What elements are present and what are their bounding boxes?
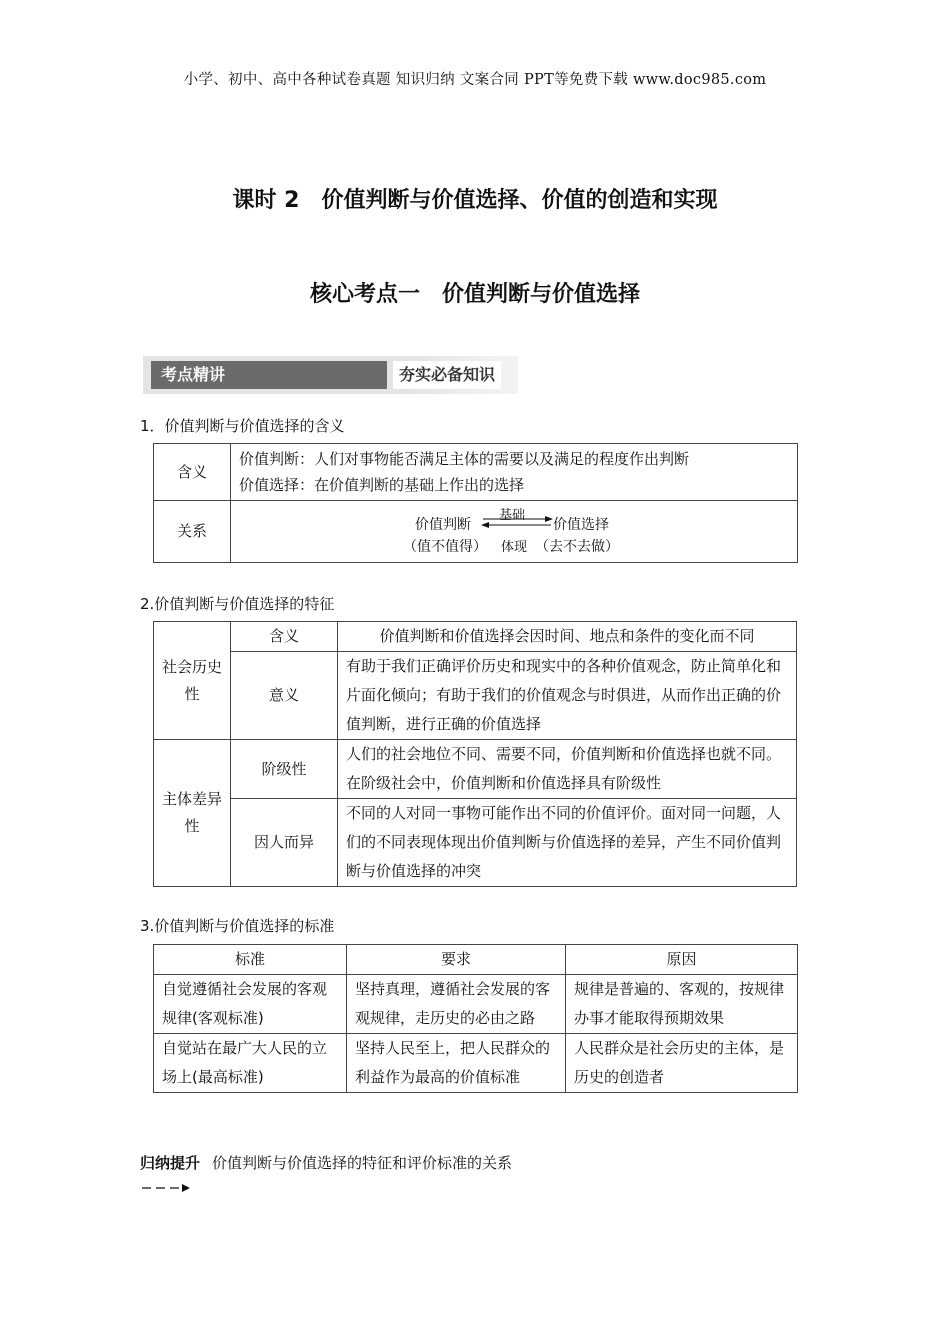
diagram-bottom-label: 体现 xyxy=(501,539,528,555)
section-banner xyxy=(143,356,518,394)
table-cell: 坚持人民至上，把人民群众的利益作为最高的价值标准 xyxy=(347,1034,566,1093)
meaning-table xyxy=(153,443,798,563)
table-cell: 坚持真理，遵循社会发展的客观规律，走历史的必由之路 xyxy=(347,975,566,1034)
section-subtitle: 核心考点一 价值判断与价值选择 xyxy=(309,282,640,307)
banner-tag: 考点精讲 xyxy=(151,361,387,389)
page-title: 课时 2 价值判断与价值选择、价值的创造和实现 xyxy=(232,188,718,213)
col-header-standard: 标准 xyxy=(154,945,347,975)
banner-subtitle: 夯实必备知识 xyxy=(393,361,501,389)
diagram-right: 价值选择 xyxy=(553,516,609,533)
col-header-requirement: 要求 xyxy=(347,945,566,975)
table-cell: 自觉遵循社会发展的客观规律(客观标准) xyxy=(154,975,347,1034)
page-header: 小学、初中、高中各种试卷真题 知识归纳 文案合同 PPT等免费下载 www.doc985.com xyxy=(183,72,767,88)
g1-meaning-label: 含义 xyxy=(231,622,338,652)
g1-significance-label: 意义 xyxy=(231,652,338,740)
g1-meaning-text: 价值判断和价值选择会因时间、地点和条件的变化而不同 xyxy=(338,622,797,652)
summary-label: 归纳提升 xyxy=(140,1154,201,1172)
summary-text: 价值判断与价值选择的特征和评价标准的关系 xyxy=(212,1154,513,1172)
diagram-left: 价值判断 xyxy=(415,516,471,533)
section3-heading: 3.价值判断与价值选择的标准 xyxy=(140,917,335,935)
group-social-historical: 社会历史性 xyxy=(154,622,231,740)
meaning-label: 含义 xyxy=(154,444,231,501)
diagram-right-sub: （去不去做） xyxy=(535,538,619,555)
features-table xyxy=(153,621,797,887)
section1-heading: 1．价值判断与价值选择的含义 xyxy=(140,417,345,435)
double-arrow-icon xyxy=(479,515,555,529)
summary-line xyxy=(140,1152,512,1173)
g2-varies-text: 不同的人对同一事物可能作出不同的价值评价。面对同一问题，人们的不同表现体现出价值判断与价值选择的差异，产生不同价值判断与价值选择的冲突 xyxy=(338,799,797,887)
relation-diagram xyxy=(231,503,797,561)
g1-significance-text: 有助于我们正确评价历史和现实中的各种价值观念，防止简单化和片面化倾向；有助于我们的价值观念与时俱进，从而作出正确的价值判断，进行正确的价值选择 xyxy=(338,652,797,740)
col-header-reason: 原因 xyxy=(566,945,798,975)
diagram-top-label: 基础 xyxy=(499,507,526,523)
value-choice-definition: 价值选择：在价值判断的基础上作出的选择 xyxy=(239,476,525,494)
table-cell: 人民群众是社会历史的主体，是历史的创造者 xyxy=(566,1034,798,1093)
group-subject-difference: 主体差异性 xyxy=(154,740,231,887)
standards-table xyxy=(153,944,798,1093)
relation-label: 关系 xyxy=(154,501,231,563)
g2-varies-label: 因人而异 xyxy=(231,799,338,887)
table-row xyxy=(154,1034,798,1093)
diagram-left-sub: （值不值得） xyxy=(403,538,487,555)
table-cell: 自觉站在最广大人民的立场上(最高标准) xyxy=(154,1034,347,1093)
table-cell: 规律是普遍的、客观的，按规律办事才能取得预期效果 xyxy=(566,975,798,1034)
value-judgment-definition: 价值判断：人们对事物能否满足主体的需要以及满足的程度作出判断 xyxy=(239,450,690,468)
section2-heading: 2.价值判断与价值选择的特征 xyxy=(140,595,335,613)
table-row xyxy=(154,975,798,1034)
g2-class-text: 人们的社会地位不同、需要不同，价值判断和价值选择也就不同。在阶级社会中，价值判断和价值选择具有阶级性 xyxy=(338,740,797,799)
dashed-arrow-icon xyxy=(140,1181,192,1195)
g2-class-label: 阶级性 xyxy=(231,740,338,799)
